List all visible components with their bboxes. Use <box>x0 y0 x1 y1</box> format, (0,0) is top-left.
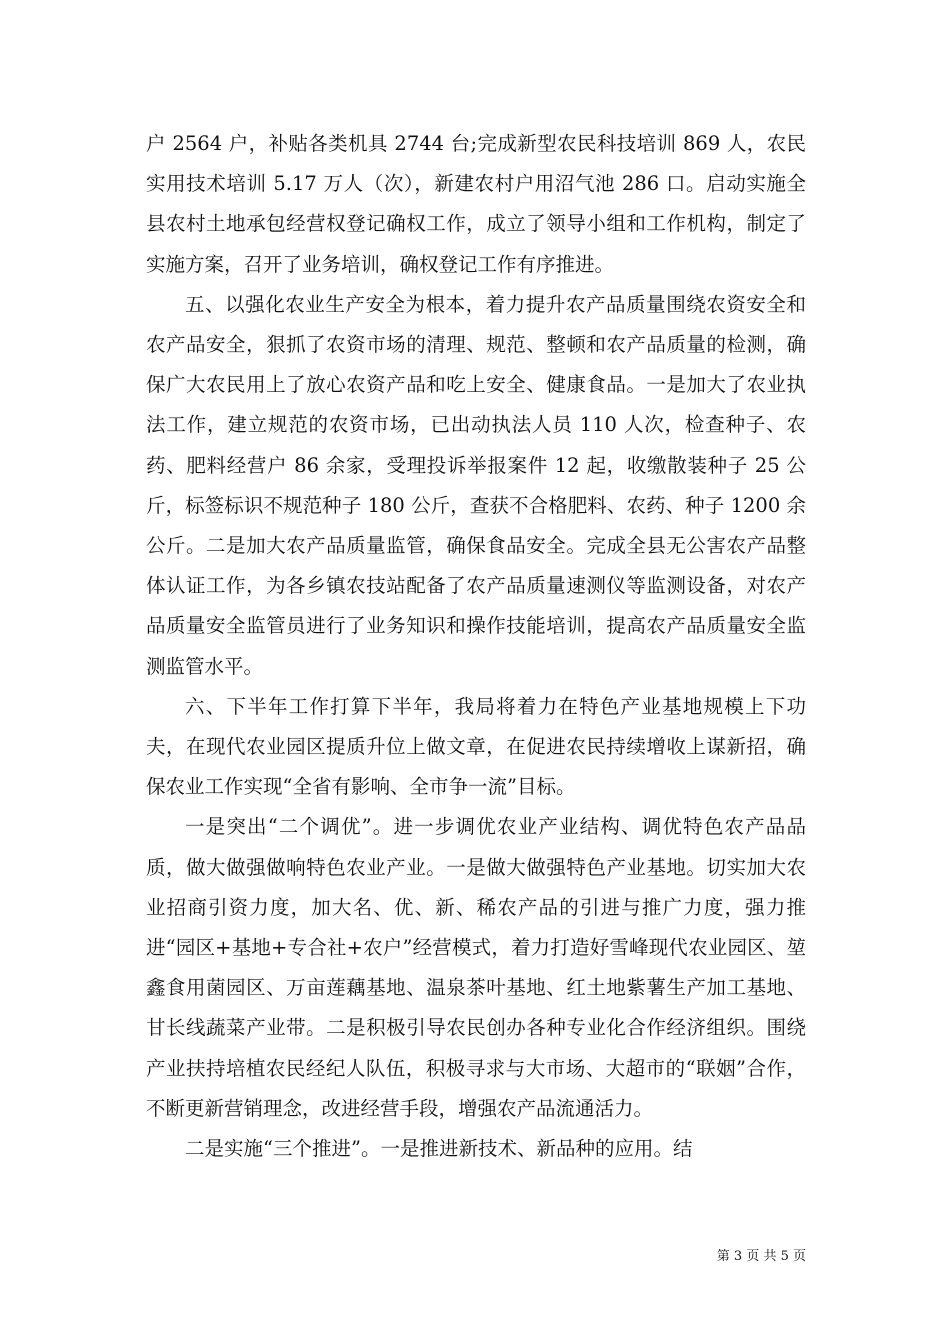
paragraph-two-optimizations: 一是突出“二个调优”。进一步调优农业产业结构、调优特色农产品品质，做大做强做响特色农业产业。一是做大做强特色产业基地。切实加大农业招商引资力度，加大名、优、新、稀农产品的引进与推广力度，强力推进“园区+基地+专合社+农户”经营模式，着力打造好雪峰现代农业园区、堃鑫食用菌园区、万亩莲藕基地、温泉茶叶基地、红土地紫薯生产加工基地、甘长线蔬菜产业带。二是积极引导农民创办各种专业化合作经济组织。围绕产业扶持培植农民经纪人队伍，积极寻求与大市场、大超市的“联姻”合作，不断更新营销理念，改进经营手段，增强农产品流通活力。 <box>146 815 806 1120</box>
document-body <box>146 124 806 1169</box>
paragraph-section-six: 六、下半年工作打算下半年，我局将着力在特色产业基地规模上下功夫，在现代农业园区提质升位上做文章，在促进农民持续增收上谋新招，确保农业工作实现“全省有影响、全市争一流”目标。 <box>146 694 806 799</box>
paragraph-section-five: 五、以强化农业生产安全为根本，着力提升农产品质量围绕农资安全和农产品安全，狠抓了农资市场的清理、规范、整顿和农产品质量的检测，确保广大农民用上了放心农资产品和吃上安全、健康食品。一是加大了农业执法工作，建立规范的农资市场，已出动执法人员 110 人次，检查种子、农药、肥料经营户 86 余家，受理投诉举报案件 12 起，收缴散装种子 25 公斤，标签标识不规范种子 180 公斤，查获不合格肥料、农药、种子 1200 余公斤。二是加大农产品质量监管，确保食品安全。完成全县无公害农产品整体认证工作，为各乡镇农技站配备了农产品质量速测仪等监测设备，对农产品质量安全监管员进行了业务知识和操作技能培训，提高农产品质量安全监测监管水平。 <box>146 292 806 678</box>
paragraph-continuation: 户 2564 户，补贴各类机具 2744 台;完成新型农民科技培训 869 人，农民实用技术培训 5.17 万人（次），新建农村户用沼气池 286 口。启动实施全县农村土地承包经营权登记确权工作，成立了领导小组和工作机构，制定了实施方案，召开了业务培训，确权登记工作有序推进。 <box>146 132 806 276</box>
paragraph-three-advances: 二是实施“三个推进”。一是推进新技术、新品种的应用。结 <box>185 1137 693 1161</box>
page-number: 第 3 页 共 5 页 <box>716 1249 806 1264</box>
